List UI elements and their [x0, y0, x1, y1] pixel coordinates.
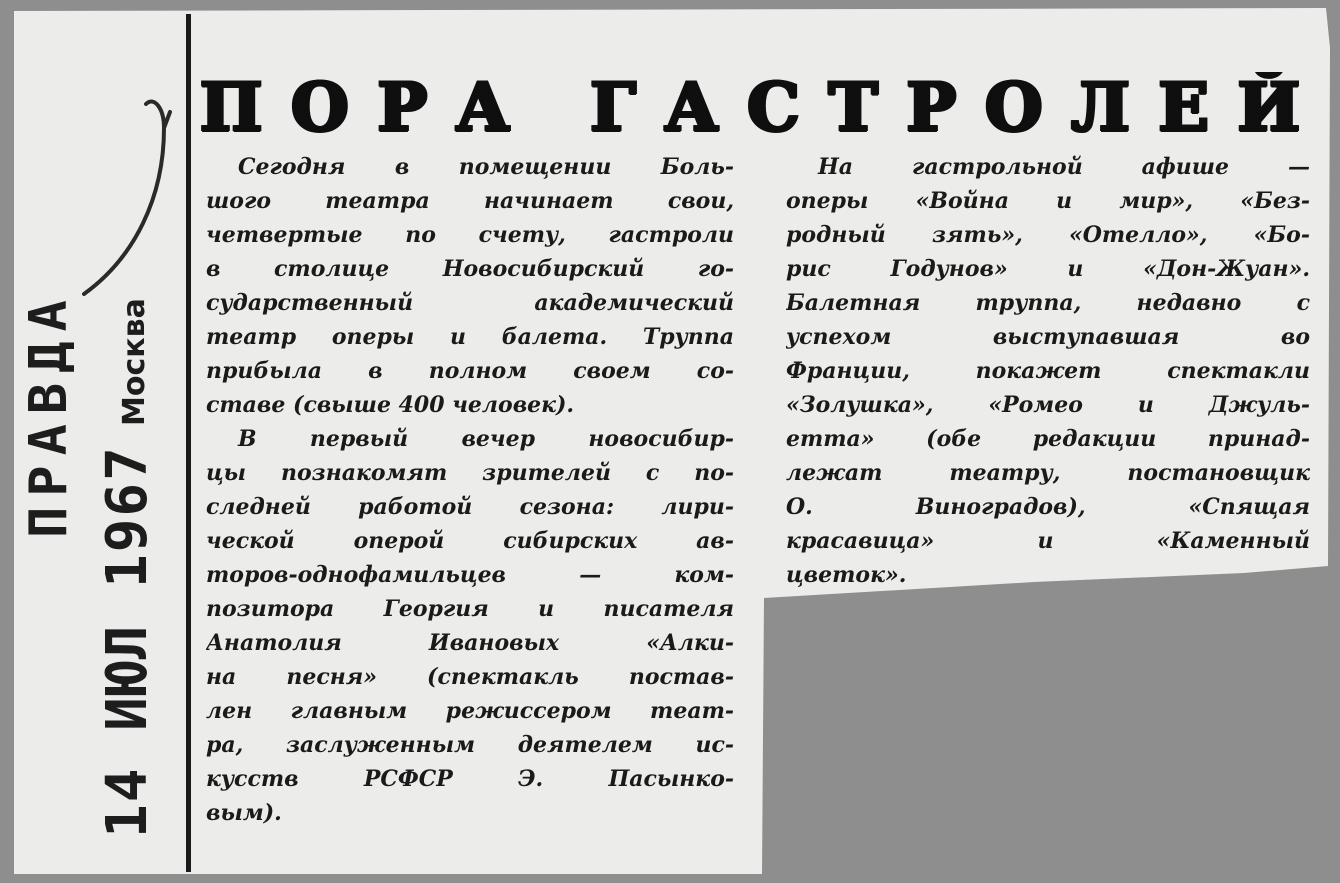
archive-stamp	[14, 8, 186, 874]
text-line: позитора Георгия и писателя	[206, 596, 734, 622]
text-line: успехом выступавшая во	[786, 324, 1310, 350]
column-rule	[186, 14, 191, 872]
text-line: кусств РСФСР Э. Пасынко-	[206, 766, 734, 792]
text-line: цветок».	[786, 562, 907, 588]
text-line: торов-однофамильцев — ком-	[206, 562, 734, 588]
text-line: Сегодня в помещении Боль-	[238, 154, 734, 180]
article-right-column	[786, 150, 1310, 592]
text-line: ра, заслуженным деятелем ис-	[206, 732, 734, 758]
text-line: ставе (свыше 400 человек).	[206, 392, 575, 418]
article-headline	[200, 72, 1310, 142]
text-line: театр оперы и балета. Труппа	[206, 324, 734, 350]
article-left-column	[206, 150, 734, 830]
text-line: В первый вечер новосибир-	[238, 426, 734, 452]
text-line: шого театра начинает свои,	[206, 188, 734, 214]
text-line: рис Годунов» и «Дон-Жуан».	[786, 256, 1310, 282]
text-line: Балетная труппа, недавно с	[786, 290, 1310, 316]
headline-label: ПОРА ГАСТРОЛЕЙ	[200, 72, 1300, 142]
stamp-city: Москва	[117, 298, 152, 426]
text-line: оперы «Война и мир», «Без-	[786, 188, 1310, 214]
text-line: красавица» и «Каменный	[786, 528, 1310, 554]
text-line: вым).	[206, 800, 282, 826]
text-line: Анатолия Ивановых «Алки-	[206, 630, 734, 656]
headline-text	[200, 72, 1310, 142]
text-line: в столице Новосибирский го-	[206, 256, 734, 282]
text-line: лен главным режиссером теат-	[206, 698, 734, 724]
text-line: О. Виноградов), «Спящая	[786, 494, 1310, 520]
text-line: родный зять», «Отелло», «Бо-	[786, 222, 1310, 248]
text-line: прибыла в полном своем со-	[206, 358, 734, 384]
text-line: «Золушка», «Ромео и Джуль-	[786, 392, 1310, 418]
text-line: цы познакомят зрителей с по-	[206, 460, 734, 486]
stamp-date: 14 ИЮЛ 1967	[95, 445, 160, 838]
text-line: сударственный академический	[206, 290, 734, 316]
stamp-newspaper-name: ПРАВДА	[19, 290, 79, 538]
text-line: следней работой сезона: лири-	[206, 494, 734, 520]
text-line: ческой оперой сибирских ав-	[206, 528, 734, 554]
text-line: Франции, покажет спектакли	[786, 358, 1310, 384]
handwritten-arrow-mark	[84, 101, 170, 294]
text-line: лежат театру, постановщик	[786, 460, 1310, 486]
text-line: На гастрольной афише —	[818, 154, 1310, 180]
text-line: четвертые по счету, гастроли	[206, 222, 734, 248]
text-line: етта» (обе редакции принад-	[786, 426, 1310, 452]
text-line: на песня» (спектакль постав-	[206, 664, 734, 690]
